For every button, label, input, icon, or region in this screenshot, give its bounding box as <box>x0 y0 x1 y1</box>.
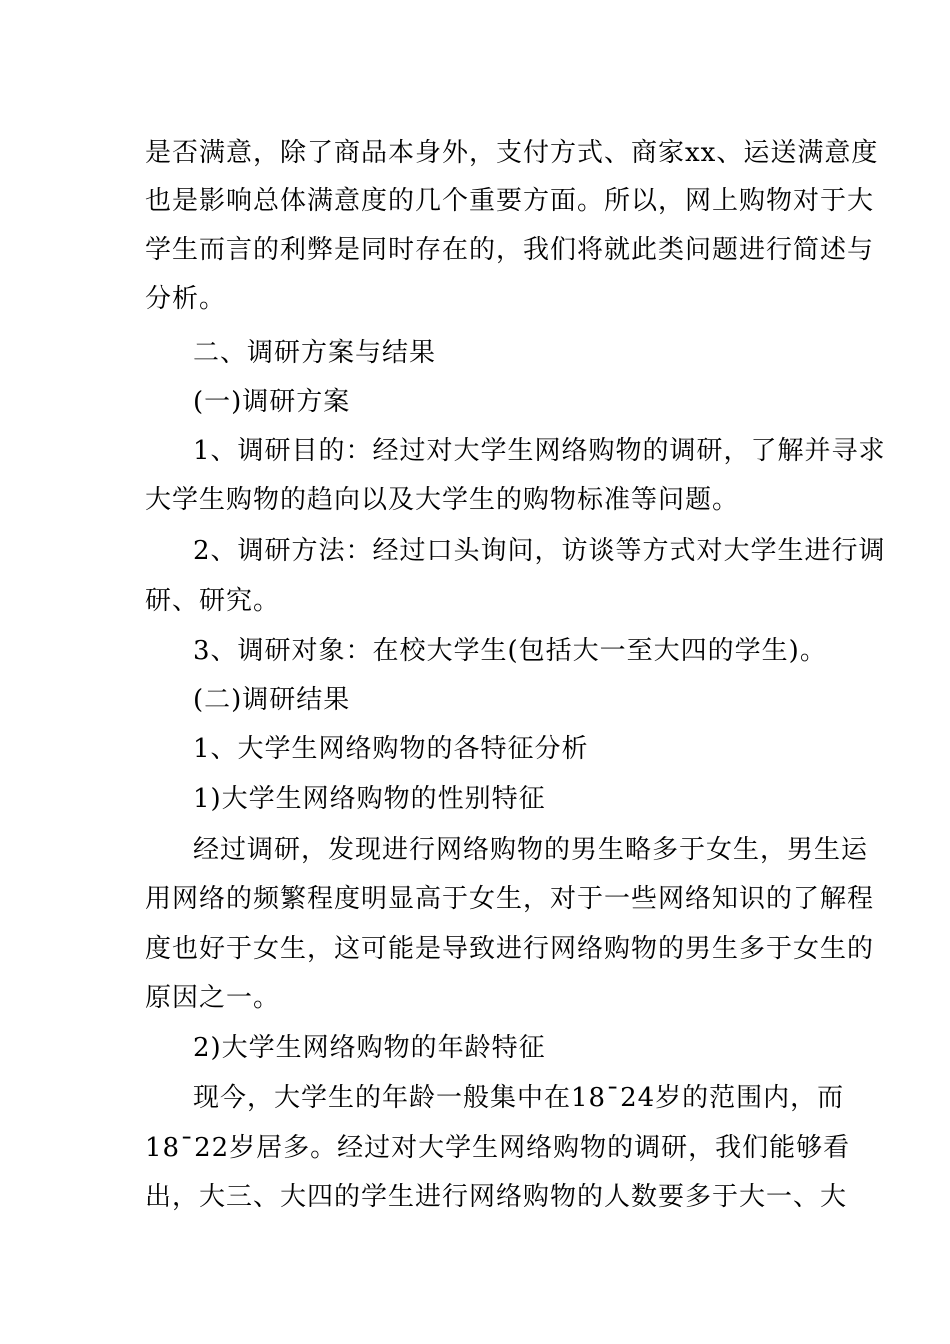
section-heading: 二、调研方案与结果 <box>193 338 437 368</box>
paragraph-line: 分析。 <box>145 284 227 314</box>
subsection-heading: (一)调研方案 <box>193 387 351 417</box>
paragraph-line: 研、研究。 <box>145 586 281 616</box>
paragraph-line: 也是影响总体满意度的几个重要方面。所以，网上购物对于大 <box>145 186 875 216</box>
item-heading: 2)大学生网络购物的年龄特征 <box>193 1033 546 1063</box>
paragraph-line: 18¯22岁居多。经过对大学生网络购物的调研，我们能够看 <box>145 1133 851 1163</box>
paragraph-line: 原因之一。 <box>145 983 281 1013</box>
paragraph-line: 大学生购物的趋向以及大学生的购物标准等问题。 <box>145 485 740 515</box>
paragraph-line: 2、调研方法：经过口头询问，访谈等方式对大学生进行调 <box>193 536 886 566</box>
paragraph-line: 经过调研，发现进行网络购物的男生略多于女生，男生运 <box>193 835 869 865</box>
item-heading: 1)大学生网络购物的性别特征 <box>193 784 546 814</box>
paragraph-line: 学生而言的利弊是同时存在的，我们将就此类问题进行简述与 <box>145 235 875 265</box>
paragraph-line: 度也好于女生，这可能是导致进行网络购物的男生多于女生的 <box>145 934 875 964</box>
paragraph-line: 出，大三、大四的学生进行网络购物的人数要多于大一、大 <box>145 1182 848 1212</box>
paragraph-line: 现今，大学生的年龄一般集中在18¯24岁的范围内，而 <box>193 1083 845 1113</box>
paragraph-line: 1、调研目的：经过对大学生网络购物的调研，了解并寻求 <box>193 436 886 466</box>
paragraph-line: 3、调研对象：在校大学生(包括大一至大四的学生)。 <box>193 636 827 666</box>
paragraph-line: 用网络的频繁程度明显高于女生，对于一些网络知识的了解程 <box>145 884 875 914</box>
item-heading: 1、大学生网络购物的各特征分析 <box>193 734 589 764</box>
paragraph-line: 是否满意，除了商品本身外，支付方式、商家xx、运送满意度 <box>145 138 879 168</box>
subsection-heading: (二)调研结果 <box>193 685 351 715</box>
